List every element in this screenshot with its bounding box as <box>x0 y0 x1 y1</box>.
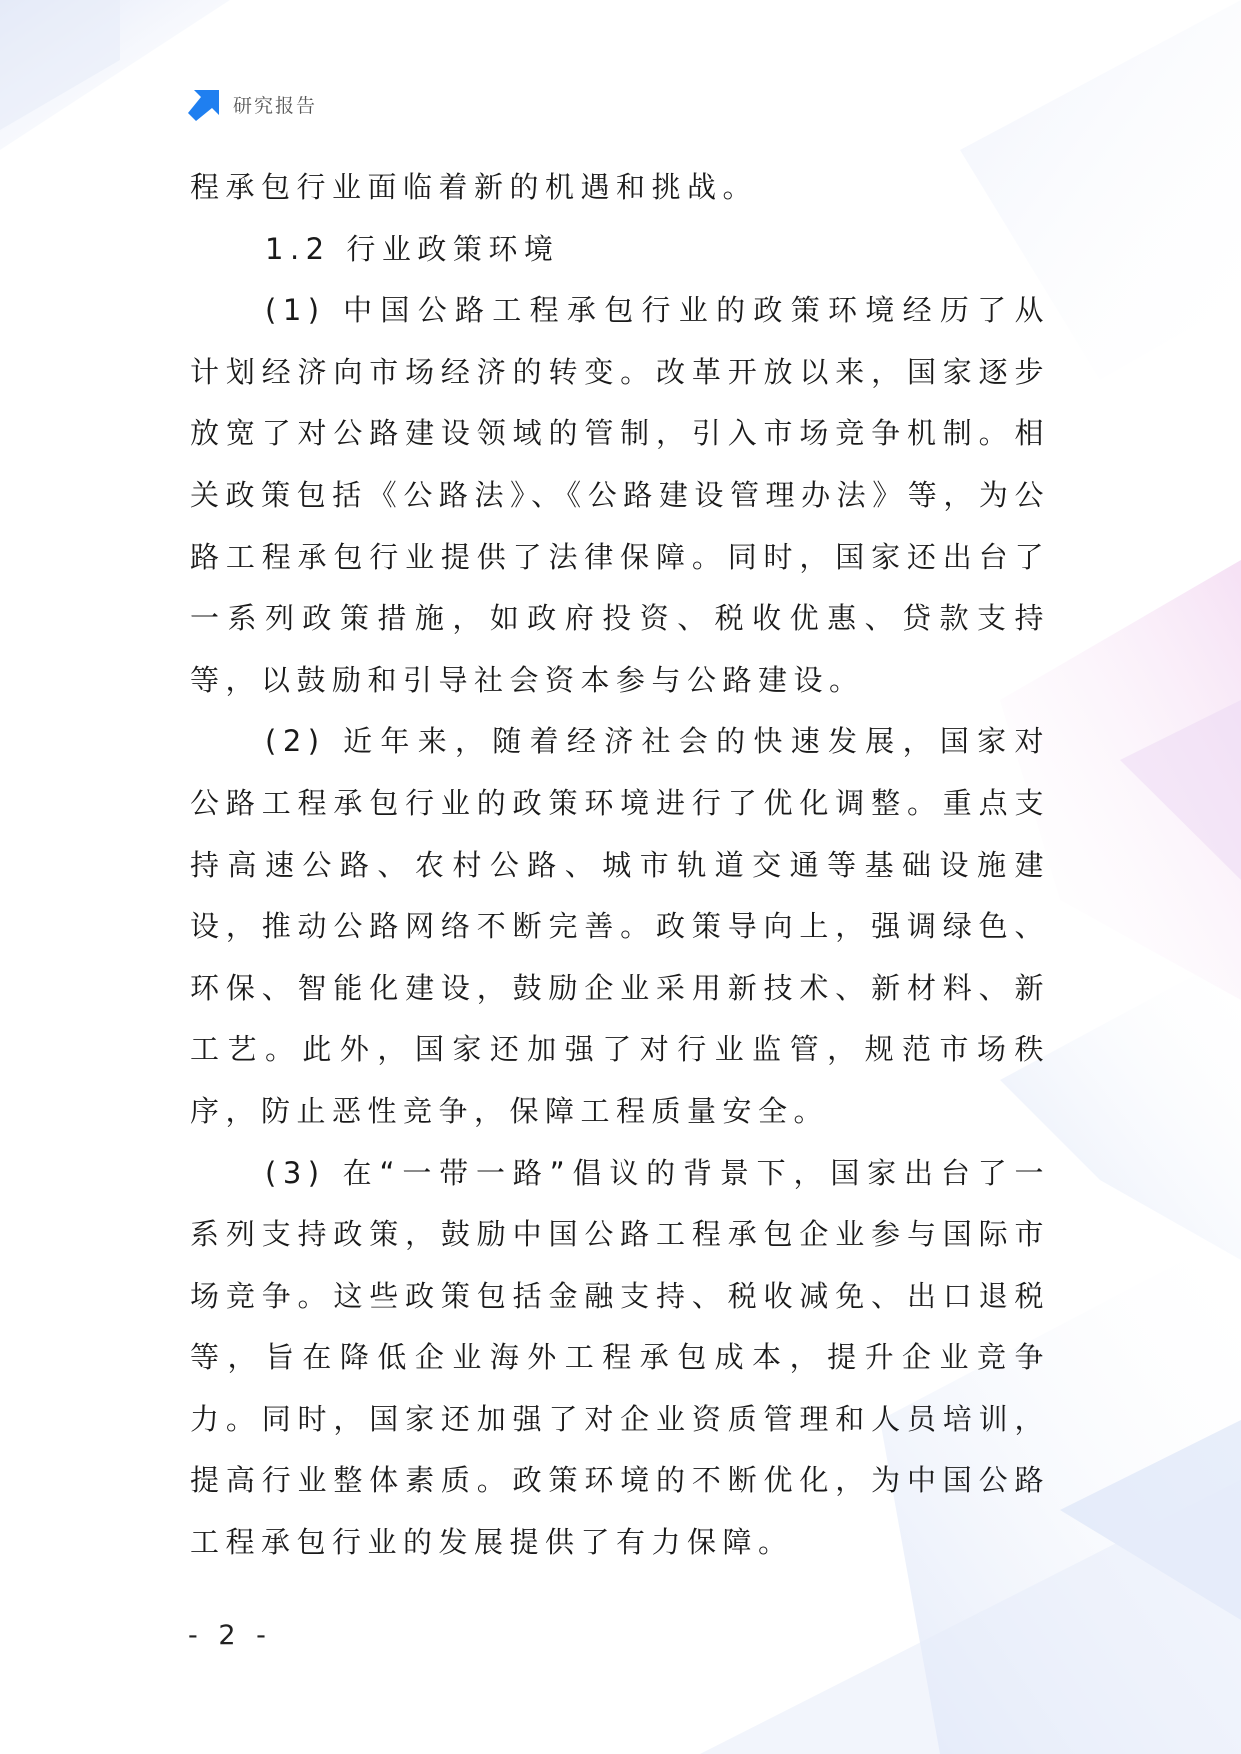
paragraph-1: (1) 中国公路工程承包行业的政策环境经历了从计划经济向市场经济的转变。改革开放以来，国家逐步放宽了对公路建设领域的管制，引入市场竞争机制。相关政策包括《公路法》、《公路建设管理办法》等，为公路工程承包行业提供了法律保障。同时，国家还出台了一系列政策措施，如政府投资、税收优惠、贷款支持等，以鼓励和引导社会资本参与公路建设。 <box>190 293 1050 697</box>
section-heading: 1.2 行业政策环境 <box>265 231 560 266</box>
paragraph-3: (3) 在“一带一路”倡议的背景下，国家出台了一系列支持政策，鼓励中国公路工程承包企业参与国际市场竞争。这些政策包括金融支持、税收减免、出口退税等，旨在降低企业海外工程承包成本，提升企业竞争力。同时，国家还加强了对企业资质管理和人员培训，提高行业整体素质。政策环境的不断优化，为中国公路工程承包行业的发展提供了有力保障。 <box>190 1155 1050 1560</box>
document-body <box>190 157 1050 1574</box>
paragraph-2: (2) 近年来，随着经济社会的快速发展，国家对公路工程承包行业的政策环境进行了优化调整。重点支持高速公路、农村公路、城市轨道交通等基础设施建设，推动公路网络不断完善。政策导向上，强调绿色、环保、智能化建设，鼓励企业采用新技术、新材料、新工艺。此外，国家还加强了对行业监管，规范市场秩序，防止恶性竞争，保障工程质量安全。 <box>190 724 1050 1128</box>
page-number: - 2 - <box>188 1620 272 1651</box>
arrow-logo-icon <box>188 88 221 121</box>
header-title: 研究报告 <box>233 94 318 117</box>
report-header <box>188 86 317 122</box>
intro-line: 程承包行业面临着新的机遇和挑战。 <box>190 170 759 204</box>
